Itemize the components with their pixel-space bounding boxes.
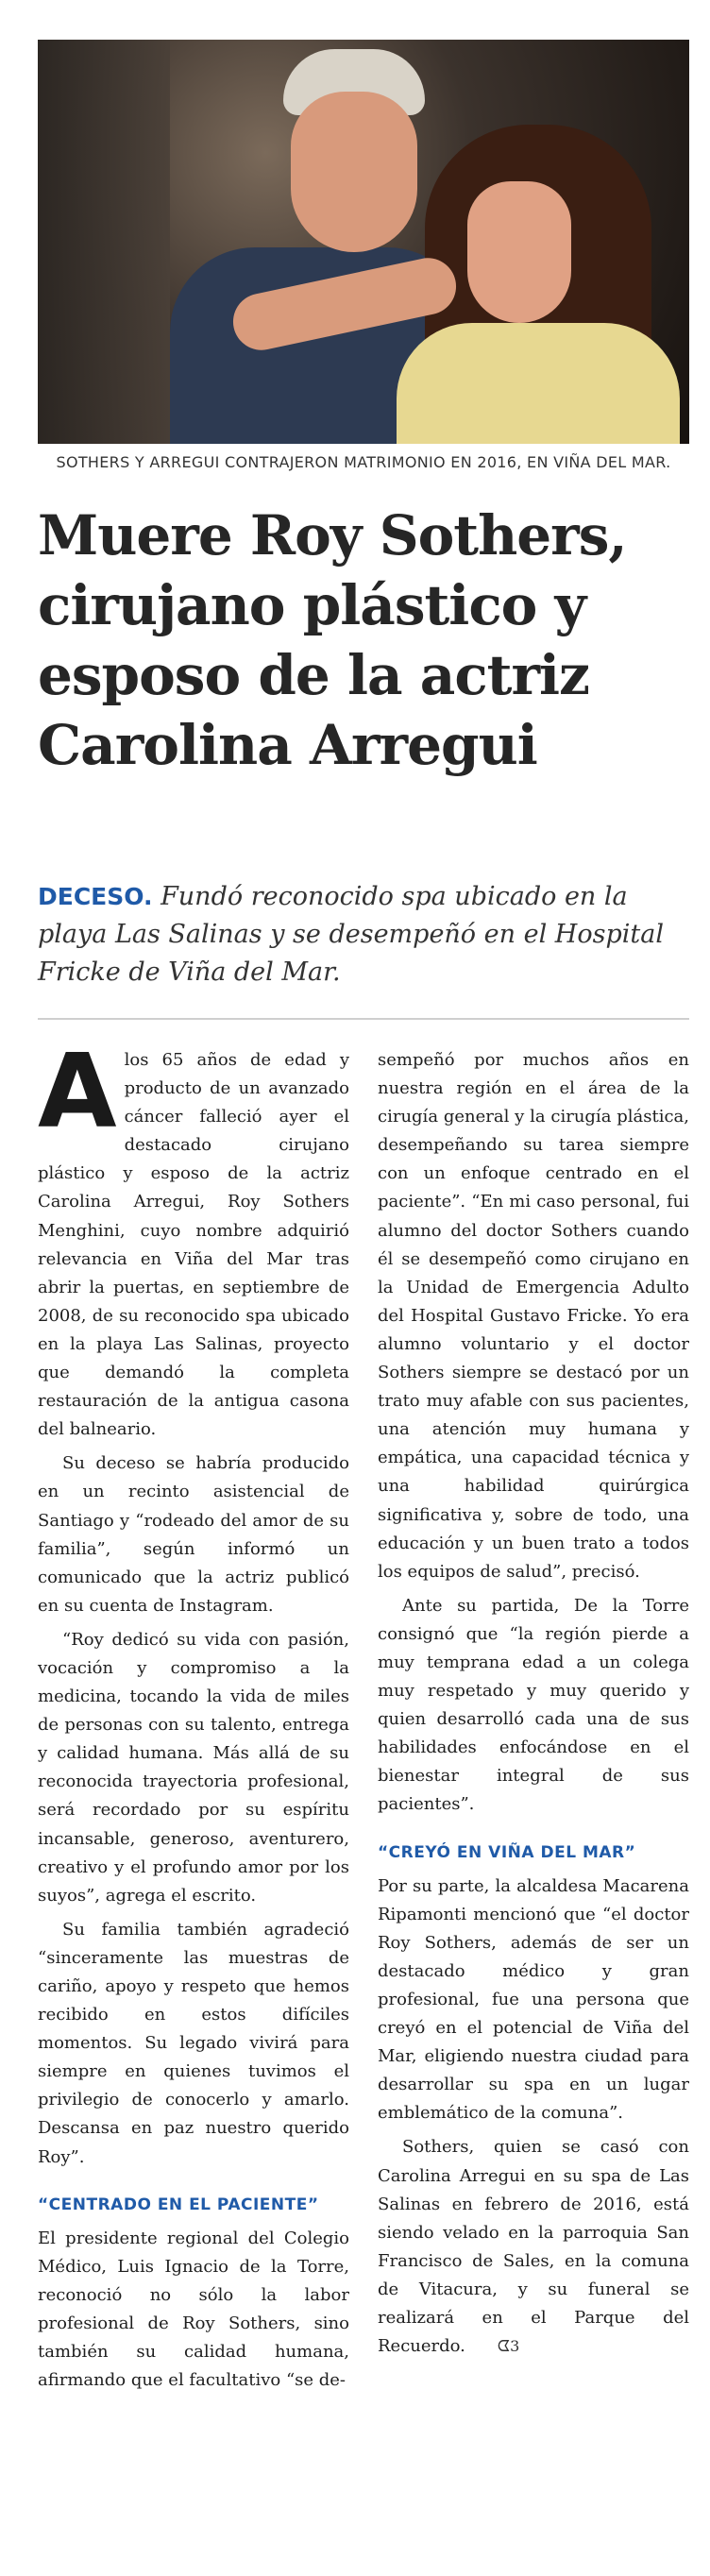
subhead-centrado: “CENTRADO EN EL PACIENTE” <box>38 2195 319 2214</box>
deck-text: Fundó reconocido spa ubicado en la playa Las Salinas y se desempeñó en el Hospital Fricke de Viña del Mar. <box>38 882 664 987</box>
paragraph: Su familia también agradeció “sinceramente las muestras de cariño, apoyo y respeto que hemos recibido en estos difíciles momentos. Su legado vivirá para siempre en quienes tuvimos el privilegio de conocerlo y amarlo. Descansa en paz nuestro querido Roy”. <box>38 1919 349 2167</box>
deck <box>38 878 689 991</box>
paragraph: “Roy dedicó su vida con pasión, vocación y compromiso a la medicina, tocando la vida de miles de personas con su talento, entrega y calidad humana. Más allá de su reconocida trayectoria profesional, será recordado por su espíritu incansable, generoso, aventurero, creativo y el profundo amor por los suyos”, agrega el escrito. <box>38 1629 349 1906</box>
paragraph: Sothers, quien se casó con Carolina Arregui en su spa de Las Salinas en febrero de 2016, está siendo velado en la parroquia San Francisco de Sales, en la comuna de Vitacura, y su funeral se realizará en el Parque del Recuerdo. ᗧ3 <box>378 2133 689 2361</box>
headline: Muere Roy Sothers, cirujano plástico y esposo de la actriz Carolina Arregui <box>38 503 627 777</box>
paragraph-split: El presidente regional del Colegio Médico, Luis Ignacio de la Torre, reconoció no sólo la labor profesional de Roy Sothers, sino también su calidad humana, afirmando que el facultativo “se de- <box>38 2228 349 2391</box>
article-photo <box>38 40 689 444</box>
deck-kicker: DECESO. <box>38 883 153 910</box>
paragraph: Su deceso se habría producido en un recinto asistencial de Santiago y “rodeado del amor de su familia”, según informó un comunicado que la actriz publicó en su cuenta de Instagram. <box>38 1453 349 1616</box>
divider <box>38 1018 689 1020</box>
paragraph: Por su parte, la alcaldesa Macarena Ripamonti mencionó que “el doctor Roy Sothers, además de ser un destacado médico y gran profesional, fue una persona que creyó en el potencial de Viña del Mar, eligiendo nuestra ciudad para desarrollar su spa en un lugar emblemático de la comuna”. <box>378 1875 689 2124</box>
photo-caption: SOTHERS Y ARREGUI CONTRAJERON MATRIMONIO EN 2016, EN VIÑA DEL MAR. <box>56 453 671 471</box>
column-right <box>378 1046 689 2361</box>
column-left <box>38 1033 349 2395</box>
paragraph-split-cont: sempeñó por muchos años en nuestra región en el área de la cirugía general y la cirugía plástica, desempeñando su tarea siempre con un enfoque centrado en el paciente”. “En mi caso personal, fui alumno del doctor Sothers cuando él se desempeñó como cirujano en la Unidad de Emergencia Adulto del Hospital Gustavo Fricke. Yo era alumno voluntario y el doctor Sothers siempre se destacó por un trato muy afable con sus pacientes, una atención muy humana y empática, una capacidad técnica y una habilidad quirúrgica significativa y, sobre de todo, una educación y un buen trato a todos los equipos de salud”, precisó. <box>378 1050 689 1582</box>
subhead-creyo: “CREYÓ EN VIÑA DEL MAR” <box>378 1842 636 1862</box>
paragraph: Ante su partida, De la Torre consignó que “la región pierde a muy temprana edad a un colega muy respetado y muy querido y quien desarrolló cada una de sus habilidades enfocándose en el bienestar integral de sus pacientes”. <box>378 1595 689 1815</box>
end-mark-icon: ᗧ3 <box>497 2337 520 2356</box>
drop-cap: A <box>38 1033 117 1151</box>
paragraph: A los 65 años de edad y producto de un avanzado cáncer falleció ayer el destacado cirujano plástico y esposo de la actriz Carolina Arregui, Roy Sothers Menghini, cuyo nombre adquirió relevancia en Viña del Mar tras abrir la puertas, en septiembre de 2008, de su reconocido spa ubicado en la playa Las Salinas, proyecto que demandó la completa restauración de la antigua casona del balneario. <box>38 1033 349 1440</box>
